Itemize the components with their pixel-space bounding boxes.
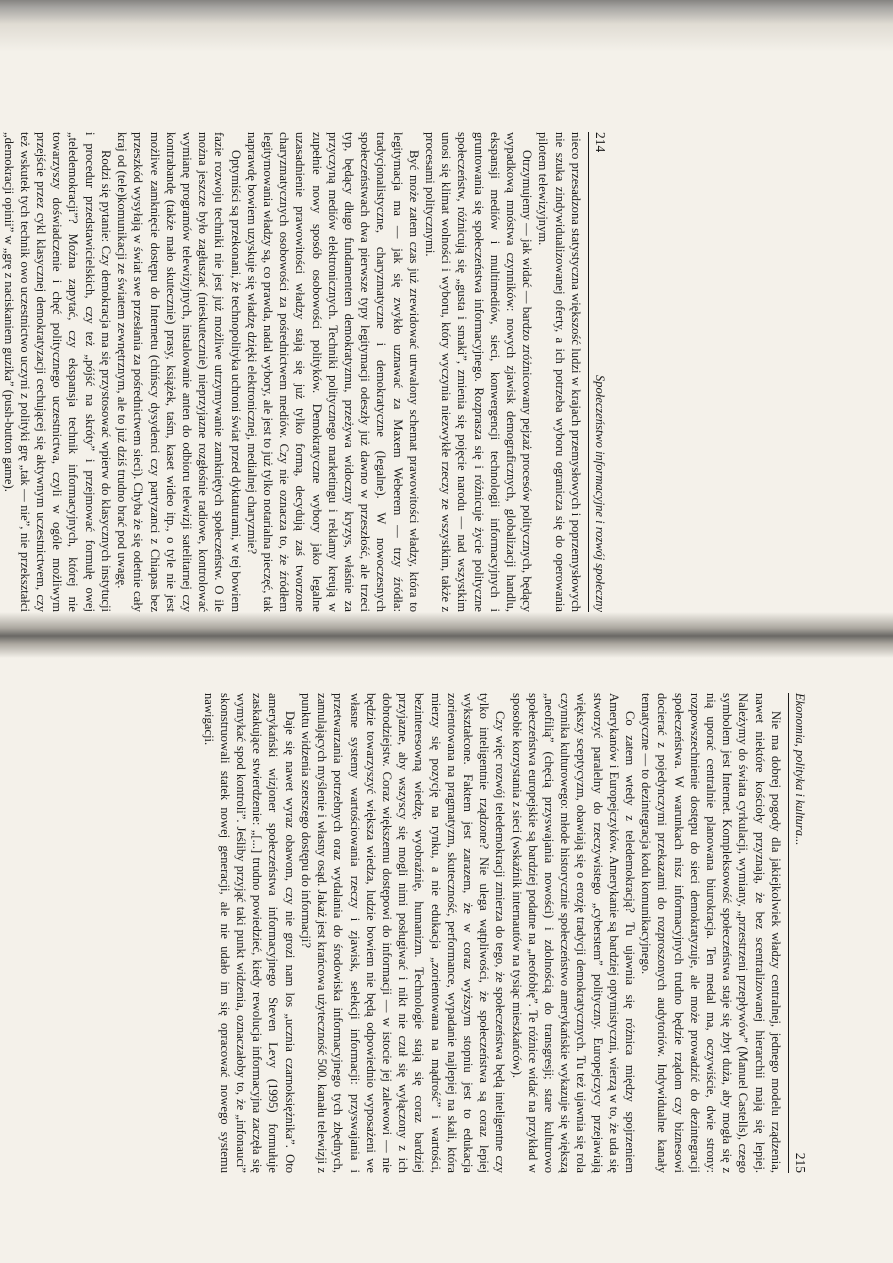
paragraph: Być może zatem czas już zrewidować utrwalony schemat prawowitości władzy, która to legitymacja ma — jak się zwykło uznawać za Maxem Weberem — trzy źródła: tradycjonalistyczne, charyzmatyczne i demokratyczne (legalne). W nowoczesnych społeczeństwach dwa pierwsze typy legitymacji odeszły już dawno w przeszłość, ale trzeci typ, będący długo fundamentem demokratyzmu, przeżywa widoczny kryzys, właśnie za przyczyną mediów elektronicznych. Techniki politycznego marketingu i reklamy kreują w zupełnie nowy sposób osobowości polityków. Demokratyczne wybory jako legalne uzasadnienie prawowitości władzy stają się już tylko formą, decydują zaś tworzone charyzmatycznych osobowości za pośrednictwem mediów. Czy nie oznacza to, że źródłem legitymowania władzy są, co prawda, nadal wybory, ale jest to już tylko notarialna pieczęć, tak naprawdę bowiem uzyskuje się władzę dzięki elektronicznej, medialnej charyzmie? [244, 132, 421, 612]
running-title: Społeczeństwo informacyjne i rozwój społeczny [593, 374, 607, 612]
paragraph: nieco przesadzona statystyczna większość ludzi w krajach przemysłowych i poprzemysłowych nie szuka zindywidualizowanej oferty, a ich potrzeba wyboru ogranicza się do operowania pilotem telewizyjnym. [536, 132, 583, 612]
page-number: 215 [793, 1152, 808, 1173]
scan-top-edge [0, 0, 893, 52]
paragraph: Optymiści są przekonani, że technopolityka uchroni świat przed dyktaturami, w tej bowiem fazie rozwoju techniki nie jest już możliwe utrzymywanie zamkniętych społeczeństw. O ile można jeszcze było zagłuszać (nieskutecznie) nieprzyjazne rozgłośnie radiowe, kontrolować wymianę programów telewizyjnych, instalowanie anten do odbioru telewizji satelitarnej czy kontrabandę (także mało skutecznie) prasy, książek, taśm, kaset wideo itp., o tyle nie jest możliwe zamknięcie dostępu do Internetu (chińscy dysydenci czy partyzanci z Chiapas bez przeszkód wysyłają w świat swe przesłania za pośrednictwem sieci). Chyba że się odetnie cały kraj od (tele)komunikacji ze światem zewnętrznym, ale to już dziś trudno brać pod uwagę. [115, 132, 243, 612]
page-number: 214 [593, 132, 608, 153]
running-header [588, 132, 608, 612]
paragraph: Daje się nawet wyraz obawom, czy nie grozi nam los „ucznia czarnoksiężnika”. Oto amerykański wizjoner społeczeństwa informacyjnego Steven Levy (1995) formułuje zaskakujące stwierdzenie: „[...] trudno powiedzieć, kiedy rewolucja informacyjna zaczęła się wymykać spod kontroli”. Jeśliby przyjąć taki punkt widzenia, oznaczałoby to, że „infonauci” skonstruowali statek nowej generacji, ale nie udało im się opracować nowego systemu nawigacji. [201, 693, 297, 1173]
paragraph: Rodzi się pytanie: Czy demokracja ma się przystosować wpierw do klasycznych instytucji i procedur przedstawicielskich, czy też „pójść na skróty” i przejmować formułę owej „teledemokracji”? Można zapytać, czy ekspansja technik informacyjnych, której nie towarzyszy doświadczenie i chęć politycznego uczestnictwa, czyli w ogóle możliwym przejście przez cykl klasycznej demokratyzacji cechującej się aktywnym uczestnictwem, czy też wskutek tych technik owo uczestnictwo uczyni z polityki grę „tak — nie”, nie przekształci „demokracji opinii” w „grę z naciskaniem guzika” (push-button game). [1, 132, 113, 612]
running-header [788, 693, 808, 1173]
paragraph: Nie ma dobrej pogody dla jakiejkolwiek władzy centralnej, jednego modelu rządzenia, nawet niektóre kościoły przyznają, że bez scentralizowanej hierarchii mają się lepiej. Należymy do świata cyrkulacji, wymiany, „przestrzeni przepływów” (Manuel Castells), czego symbolem jest Internet. Kompleksowość społeczeństwa staje się zbyt duża, aby mogła się z nią uporać centralnie planowana biurokracja. Ten medal ma, oczywiście, dwie strony: rozpowszechnienie dostępu do sieci demokratyzuje, ale może prowadzić do dezintegracji społeczeństwa. W warunkach nisz informacyjnych trudno będzie rządom czy biznesowi docierać z pojedynczymi przekazami do rozproszonych audytoriów. Indywidualne kanały tematyczne — to dezintegracja kodu komunikacyjnego. [639, 693, 783, 1173]
page-214 [0, 132, 608, 612]
book-gutter [0, 612, 893, 658]
paragraph: Co zatem wtedy z teledemokracją? Tu ujawnia się różnica między spojrzeniem Amerykanów i Europejczyków. Amerykanie są bardziej optymistyczni, wierzą w to, że uda się stworzyć paralelny do rzeczywistego „cyberstem” polityczny. Europejczycy przejawiają większy sceptycyzm, obawiają się o erozję tradycji demokratycznych. Tu też ujawnia się rola czynnika kulturowego: młode historycznie społeczeństwo amerykańskie wykazuje się większą „neofilią” (chęcią przyswajania nowości) i zdolnością do transgresji; stare kulturowo społeczeństwa europejskie są bardziej podatne na „neofobię”. Te różnice widać na przykład w sposobie korzystania z sieci (wskaźnik internautów na tysiąc mieszkańców). [509, 693, 637, 1173]
paragraph: Otrzymujemy — jak widać — bardzo zróżnicowany pejzaż procesów politycznych, będący wypadkową mnóstwa czynników: nowych zjawisk demograficznych, globalizacji handlu, ekspansji mediów i multimediów, sieci, konwergencji technologii informacyjnych i gruntowania się społeczeństwa informacyjnego. Rozprasza się i różnicuje życie polityczne społeczeństw, różnicują się „gusta i smaki”, zmienia się pojęcie narodu — nad wszystkim unosi się klimat wolności i wyboru, który wyczynia niezwykłe rzeczy ze wszystkim, także z procesami politycznymi. [422, 132, 535, 612]
paragraph: Czy więc rozwój teledemokracji zmierza do tego, że społeczeństwa będą inteligentne czy tylko inteligentnie rządzone? Nie ulega wątpliwości, że społeczeństwa są coraz lepiej wykształcone. Faktem jest zarazem, że w coraz wyższym stopniu jest to edukacja zorientowana na pragmatyzm, skuteczność, performance, wypadanie najlepiej na skali, która mierzy się pozycję na rynku, a nie edukacja „zorientowana na mądrość” i wartości, bezinteresowną wiedzę, wyobraźnię, humanizm. Technologie stają się coraz bardziej przyjazne, aby wszyscy się mogli nimi posługiwać i nikt nie czuł się wyłączony z ich dobrodziejstw. Coraz większemu dostępowi do informacji — w istocie jej zalewowi — nie będzie towarzyszyć większa wiedza, ludzie bowiem nie będą odpowiednio wyposażeni we własne systemy wartościowania rzeczy i zjawisk, selekcji informacji: przyswajania i przetwarzania potrzebnych oraz wydalania do środowiska informacyjnego tych zbędnych, zamulających myślenie i własny osąd. Jakaż jest krańcowa użyteczność 500. kanału telewizji z punktu widzenia szerszego dostępu do informacji? [298, 693, 508, 1173]
page-215 [68, 693, 808, 1173]
running-title: Ekonomia, polityka i kultura... [793, 693, 807, 846]
